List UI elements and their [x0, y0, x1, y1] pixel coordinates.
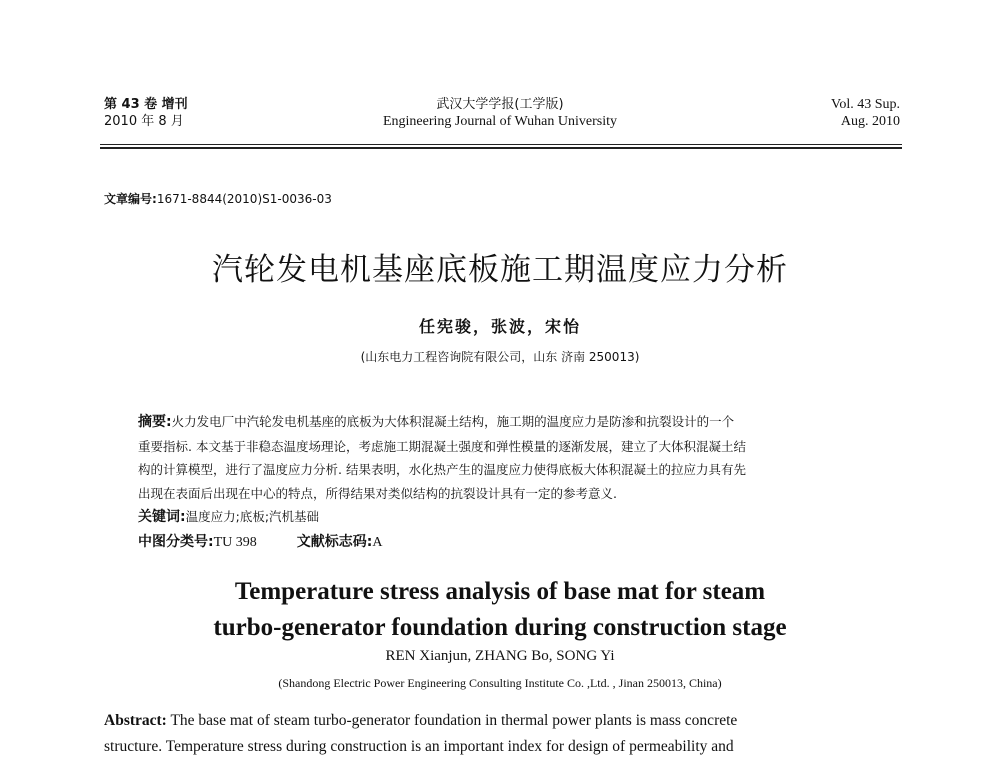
keywords-value: 温度应力;底板;汽机基础 [185, 509, 320, 524]
title-en-line: Temperature stress analysis of base mat for steam [234, 578, 766, 605]
title-cn: 汽轮发电机基座底板施工期温度应力分析 [212, 252, 788, 288]
header-rule-top [100, 144, 902, 145]
abstract-cn-line: 重要指标. 本文基于非稳态温度场理论，考虑施工期混凝土强度和弹性模量的逐渐发展，建立了大体积混凝土结 [138, 438, 746, 454]
article-number-value: 1671-8844(2010)S1-0036-03 [156, 192, 332, 206]
header-rule-bottom [100, 147, 902, 149]
authors-cn: 任宪骏，张波，宋怡 [418, 317, 581, 336]
abstract-en [104, 708, 902, 760]
classification-label: 中图分类号: [138, 533, 214, 550]
keywords-cn [138, 505, 746, 530]
keywords-label: 关键词: [138, 509, 186, 525]
article-number [104, 190, 332, 207]
header-center [360, 96, 640, 130]
header-right [831, 96, 900, 130]
abstract-cn-line: 构的计算模型，进行了温度应力分析. 结果表明，水化热产生的温度应力使得底板大体积混凝土的拉应力具有先 [138, 462, 746, 477]
header-left [104, 96, 188, 130]
volume-en: Vol. 43 Sup. [831, 97, 900, 112]
authors-en: REN Xianjun, ZHANG Bo, SONG Yi [385, 648, 615, 664]
article-number-label: 文章编号: [104, 192, 157, 206]
classification-line [138, 530, 746, 555]
title-en [0, 574, 1000, 646]
journal-name-cn: 武汉大学学报(工学版) [436, 97, 564, 112]
abstract-cn [138, 410, 746, 554]
abstract-en-line: structure. Temperature stress during construction is an important index for design of permeability and [104, 738, 734, 755]
abstract-cn-line: 火力发电厂中汽轮发电机基座的底板为大体积混凝土结构，施工期的温度应力是防渗和抗裂设计的一个 [171, 414, 735, 429]
issue-date-en: Aug. 2010 [840, 114, 900, 129]
abstract-en-label: Abstract: [104, 712, 167, 729]
classification-value: TU 398 [213, 534, 257, 550]
document-code-value: A [372, 534, 383, 550]
affiliation-cn: (山东电力工程咨询院有限公司，山东 济南 250013) [360, 350, 640, 364]
journal-name-en: Engineering Journal of Wuhan University [382, 114, 617, 129]
title-en-line: turbo-generator foundation during construction stage [213, 614, 787, 641]
issue-date-cn: 2010 年 8 月 [104, 114, 184, 129]
abstract-cn-label: 摘要: [138, 414, 172, 430]
abstract-en-line: The base mat of steam turbo-generator foundation in thermal power plants is mass concrete [166, 712, 738, 729]
volume-issue: 第 43 卷 增刊 [104, 97, 188, 112]
affiliation-en: (Shandong Electric Power Engineering Consulting Institute Co. ,Ltd. , Jinan 250013, China) [278, 676, 722, 690]
abstract-cn-line: 出现在表面后出现在中心的特点，所得结果对类似结构的抗裂设计具有一定的参考意义. [138, 485, 617, 501]
document-code-label: 文献标志码: [296, 533, 373, 550]
